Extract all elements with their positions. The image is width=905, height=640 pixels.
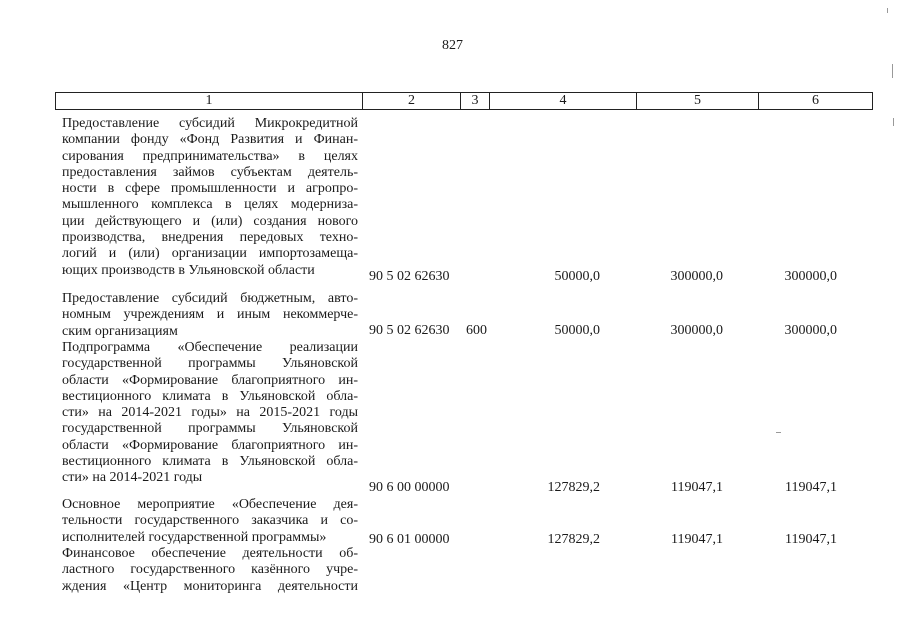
description-line: ции действующего и (или) создания нового bbox=[62, 213, 358, 229]
row-value-2019: 127829,2 bbox=[547, 480, 600, 495]
description-line: Предоставление субсидий бюджетным, авто- bbox=[62, 291, 358, 306]
scan-speck bbox=[887, 8, 888, 13]
description-line: Основное мероприятие «Обеспечение дея- bbox=[62, 497, 358, 512]
description-line: сирования предпринимательства» в целях bbox=[62, 148, 358, 164]
description-line: Подпрограмма «Обеспечение реализации bbox=[62, 340, 358, 355]
scan-speck bbox=[892, 64, 893, 78]
description-line: ждения «Центр мониторинга деятельности bbox=[62, 578, 358, 594]
scan-speck bbox=[776, 432, 781, 433]
description-line: номным учреждениям и иным некоммерче- bbox=[62, 307, 358, 323]
column-header-table bbox=[55, 92, 873, 110]
description-line: ским организациям bbox=[62, 323, 178, 339]
description-line: тельности государственного заказчика и со- bbox=[62, 513, 358, 529]
row-value-2021: 119047,1 bbox=[785, 532, 837, 547]
description-line: производства, внедрения передовых техно- bbox=[62, 230, 358, 246]
description-line: Финансовое обеспечение деятельности об- bbox=[62, 546, 358, 561]
row-code: 90 6 01 00000 bbox=[369, 532, 450, 547]
description-line: области «Формирование благоприятного ин- bbox=[62, 437, 358, 453]
row-code: 90 5 02 62630 bbox=[369, 323, 450, 338]
row-value-2021: 119047,1 bbox=[785, 480, 837, 495]
row-vr: 600 bbox=[466, 323, 487, 338]
description-line: логий и (или) организации импортозамеща- bbox=[62, 246, 358, 262]
row-code: 90 6 00 00000 bbox=[369, 480, 450, 495]
row-value-2019: 50000,0 bbox=[554, 269, 600, 284]
description-line: мышленного комплекса в целях модерниза- bbox=[62, 197, 358, 213]
header-col-5: 5 bbox=[637, 93, 759, 110]
row-value-2021: 300000,0 bbox=[784, 323, 837, 338]
description-line: предоставления займов субъектам деятель- bbox=[62, 164, 358, 180]
description-line: компании фонду «Фонд Развития и Финан- bbox=[62, 132, 358, 148]
row-code: 90 5 02 62630 bbox=[369, 269, 450, 284]
row-value-2021: 300000,0 bbox=[784, 269, 837, 284]
row-value-2019: 50000,0 bbox=[554, 323, 600, 338]
header-col-1: 1 bbox=[56, 93, 363, 110]
header-col-2: 2 bbox=[363, 93, 461, 110]
description-line: государственной программы Ульяновской bbox=[62, 356, 358, 372]
description-line: Предоставление субсидий Микрокредитной bbox=[62, 116, 358, 131]
row-description bbox=[62, 497, 358, 546]
description-line: ющих производств в Ульяновской области bbox=[62, 262, 315, 278]
header-col-6: 6 bbox=[759, 93, 873, 110]
description-line: вестиционного климата в Ульяновской обла- bbox=[62, 454, 358, 470]
row-description bbox=[62, 546, 358, 595]
row-value-2020: 300000,0 bbox=[670, 323, 723, 338]
row-description bbox=[62, 291, 358, 340]
row-value-2020: 119047,1 bbox=[671, 480, 723, 495]
description-line: сти» на 2014-2021 годы» на 2015-2021 годы bbox=[62, 405, 358, 421]
description-line: ластного государственного казённого учре- bbox=[62, 562, 358, 578]
description-line: сти» на 2014-2021 годы bbox=[62, 470, 203, 486]
scan-speck bbox=[893, 118, 894, 126]
row-value-2020: 300000,0 bbox=[670, 269, 723, 284]
row-description bbox=[62, 340, 358, 487]
row-description bbox=[62, 116, 358, 279]
row-value-2019: 127829,2 bbox=[547, 532, 600, 547]
description-line: области «Формирование благоприятного ин- bbox=[62, 372, 358, 388]
description-line: ности в сфере промышленности и агропро- bbox=[62, 181, 358, 197]
header-col-3: 3 bbox=[461, 93, 490, 110]
description-line: государственной программы Ульяновской bbox=[62, 421, 358, 437]
description-line: исполнителей государственной программы» bbox=[62, 529, 327, 545]
page-number: 827 bbox=[442, 38, 463, 53]
description-line: вестиционного климата в Ульяновской обла- bbox=[62, 388, 358, 404]
header-row bbox=[56, 93, 873, 110]
row-value-2020: 119047,1 bbox=[671, 532, 723, 547]
header-col-4: 4 bbox=[490, 93, 637, 110]
